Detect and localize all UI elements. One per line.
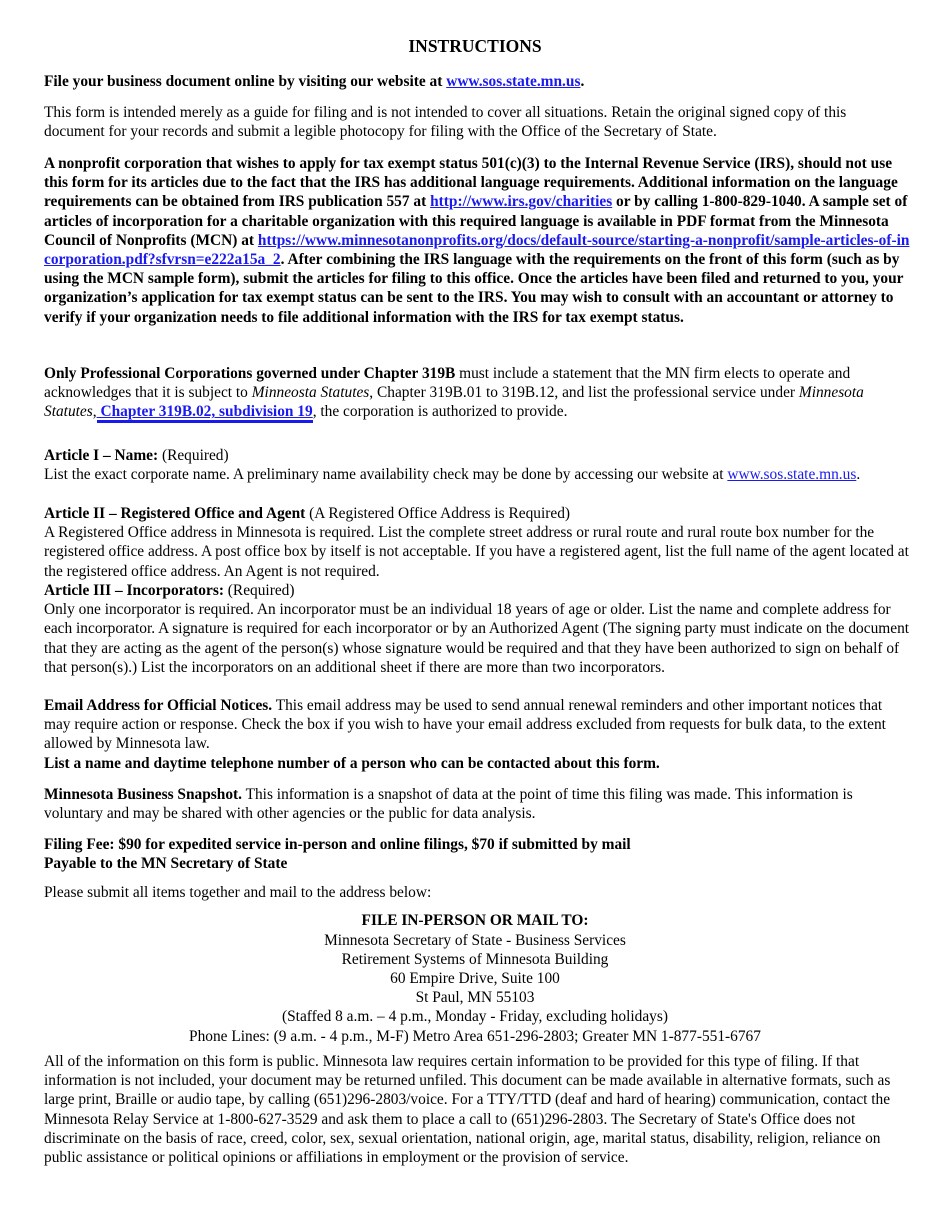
professional-corporations-paragraph: Only Professional Corporations governed under Chapter 319B must include a statement that the MN firm elects to operate and acknowledges that it is subject to Minneosta Statutes, Chapter 319B.01 to 319B.12, and list the professional service under Minnesota Statutes, Chapter 319B.02, subdivision 19, the corporation is authorized to provide. [44,364,910,422]
chapter-319b-link[interactable]: Chapter 319B.02, subdivision 19 [97,403,313,423]
article-1-heading: Article I – Name: [44,447,159,464]
address-line: St Paul, MN 55103 [415,989,535,1006]
name-availability-link[interactable]: www.sos.state.mn.us [727,466,857,484]
snapshot-heading: Minnesota Business Snapshot. [44,786,243,803]
mail-to-heading: FILE IN-PERSON OR MAIL TO: [361,912,589,929]
mcn-sample-articles-link[interactable]: https://www.minnesotanonprofits.org/docs/default-source/starting-a-nonprofit/sample-articles-of-incorporation.pdf?sfvrsn=e222a15a_2 [44,231,910,269]
irs-charities-link[interactable]: http://www.irs.gov/charities [430,193,613,211]
address-line: 60 Empire Drive, Suite 100 [390,970,560,987]
file-online-notice: File your business document online by visiting our website at www.sos.state.mn.us. [44,73,585,90]
phone-lines: Phone Lines: (9 a.m. - 4 p.m., M-F) Metro Area 651-296-2803; Greater MN 1-877-551-6767 [189,1028,761,1045]
intro-paragraph: This form is intended merely as a guide for filing and is not intended to cover all situations. Retain the original signed copy of this document for your records and submit a legible photocopy for filing with the Office of the Secretary of State. [44,104,847,141]
office-hours: (Staffed 8 a.m. – 4 p.m., Monday - Friday, excluding holidays) [282,1008,668,1025]
contact-instruction: List a name and daytime telephone number of a person who can be contacted about this form. [44,755,660,772]
address-line: Retirement Systems of Minnesota Building [341,951,609,968]
page-title: INSTRUCTIONS [408,36,542,56]
business-snapshot-section: Minnesota Business Snapshot. This information is a snapshot of data at the point of time this filing was made. This information is voluntary and may be shared with other agencies or the public for data analysis. [44,786,853,823]
article-3-section: Article III – Incorporators: (Required) Only one incorporator is required. An incorporator must be an individual 18 years of age or older. List the name and complete address for each incorporator. A signature is required for each incorporator or by an Authorized Agent (The signing party must indicate on the document that they are acting as the agent of the person(s) whose signature would be required and that they have been authorized to sign on behalf of that person(s).) List the incorporators on an additional sheet if there are more than two incorporators. [44,582,910,676]
filing-fee-section: Filing Fee: $90 for expedited service in-person and online filings, $70 if submitted by mail Payable to the MN Secretary of State [44,836,631,873]
public-information-notice: All of the information on this form is public. Minnesota law requires certain information to be provided for this type of filing. If that information is not included, your document may be returned unfiled. This document can be made available in alternative formats, such as large print, Braille or audio tape, by calling (651)296-2803/voice. For a TTY/TTD (deaf and hard of hearing) communication, contact the Minnesota Relay Service at 1-800-627-3529 and ask them to place a call to (651)296-2803. The Secretary of State's Office does not discriminate on the basis of race, creed, color, sex, sexual orientation, national origin, age, marital status, disability, religion, reliance on public assistance or political opinions or affiliations in employment or the provision of service. [44,1053,891,1167]
article-2-heading: Article II – Registered Office and Agent [44,505,306,522]
email-heading: Email Address for Official Notices. [44,697,273,714]
article-2-section: Article II – Registered Office and Agent (A Registered Office Address is Required) A Registered Office address in Minnesota is required. List the complete street address or rural route and rural route box number for the registered office address. A post office box by itself is not acceptable. If you have a registered agent, list the full name of the agent located at the registered office address. An Agent is not required. [44,505,909,580]
submit-instruction: Please submit all items together and mail to the address below: [44,884,432,901]
sos-website-link[interactable]: www.sos.state.mn.us [446,73,581,90]
email-section: Email Address for Official Notices. This email address may be used to send annual renewal reminders and other important notices that may require action or response. Check the box if you wish to have your email address excluded from requests for bulk data, to the extent allowed by Minnesota law. [44,697,886,753]
article-1-section: Article I – Name: (Required) List the exact corporate name. A preliminary name availability check may be done by accessing our website at www.sos.state.mn.us. [44,447,861,484]
address-line: Minnesota Secretary of State - Business Services [324,932,626,949]
article-3-heading: Article III – Incorporators: [44,582,224,599]
nonprofit-paragraph: A nonprofit corporation that wishes to apply for tax exempt status 501(c)(3) to the Internal Revenue Service (IRS), should not use this form for its articles due to the fact that the IRS has additional language requirements. Additional information on the language requirements can be obtained from IRS publication 557 at http://www.irs.gov/charities or by calling 1-800-829-1040. A sample set of articles of incorporation for a charitable organization with this required language is available in PDF format from the Minnesota Council of Nonprofits (MCN) at https://www.minnesotanonprofits.org/docs/default-source/starting-a-nonprofit/sample-articles-of-incorporation.pdf?sfvrsn=e222a15a_2. After combining the IRS language with the requirements on the front of this form (such as by using the MCN sample form), submit the articles for filing to this office. Once the articles have been filed and returned to you, your organization’s application for tax exempt status can be sent to the IRS. You may wish to consult with an accountant or attorney to verify if your organization needs to file additional information with the IRS for tax exempt status. [44,155,910,326]
